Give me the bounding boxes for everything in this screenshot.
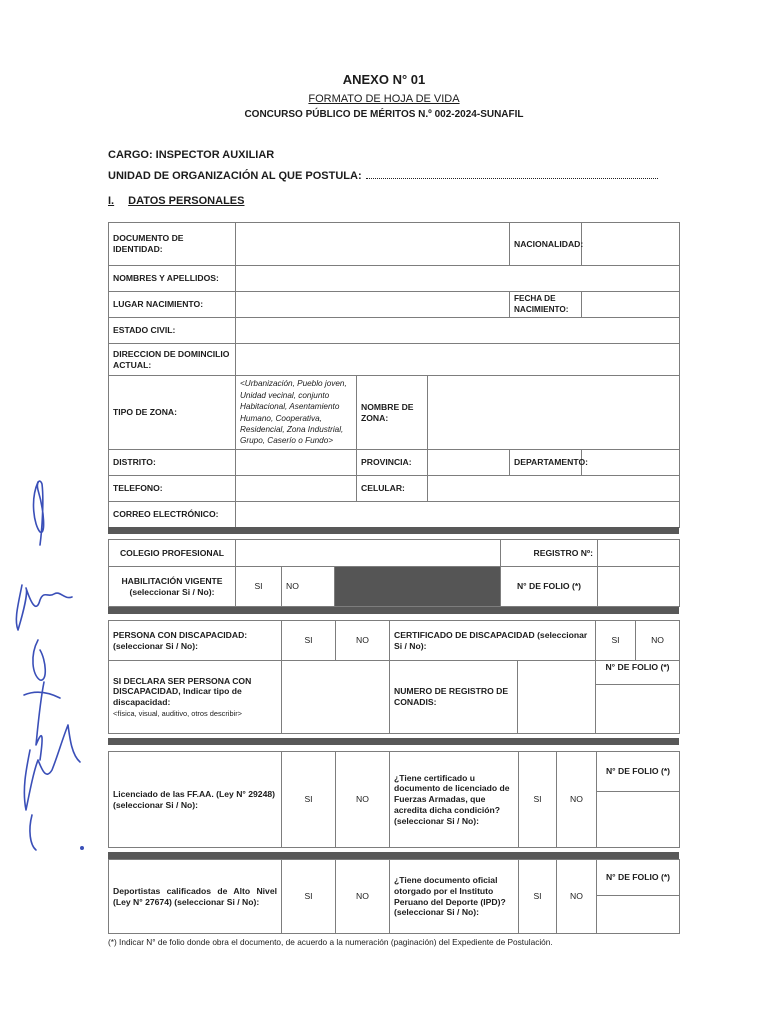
persona-discapacidad-no-option[interactable]: NO xyxy=(336,621,390,661)
telefono-field[interactable] xyxy=(236,476,357,502)
habilitacion-label: HABILITACIÓN VIGENTE (seleccionar Si / No): xyxy=(109,567,236,607)
colegio-label: COLEGIO PROFESIONAL xyxy=(109,540,236,567)
certificado-discapacidad-label: CERTIFICADO DE DISCAPACIDAD (seleccionar Si / No): xyxy=(390,621,596,661)
cargo-label: CARGO: INSPECTOR AUXILIAR xyxy=(108,149,275,161)
persona-discapacidad-si-option[interactable]: SI xyxy=(282,621,336,661)
conadis-field[interactable] xyxy=(518,661,596,734)
unidad-label: UNIDAD DE ORGANIZACIÓN AL QUE POSTULA: xyxy=(108,170,362,182)
discapacidad-folio-label: N° DE FOLIO (*) xyxy=(596,661,680,685)
ffaa-cert-label: ¿Tiene certificado u documento de licenciado de Fuerzas Armadas, que acredita dicha condición? (seleccionar Si / No): xyxy=(390,752,519,848)
section-heading xyxy=(108,195,244,207)
registro-field[interactable] xyxy=(598,540,680,567)
estado-civil-label: ESTADO CIVIL: xyxy=(109,318,236,344)
departamento-field[interactable] xyxy=(582,450,680,476)
celular-label: CELULAR: xyxy=(357,476,428,502)
nombre-zona-field[interactable] xyxy=(428,376,680,450)
tipo-zona-hint[interactable]: <Urbanización, Pueblo joven, Unidad vecinal, conjunto Habitacional, Asentamiento Humano, Cooperativa, Residencial, Zona Industrial, Grupo, Caserío o Fundo> xyxy=(236,376,357,450)
separator-band xyxy=(108,852,679,859)
lugar-nacimiento-label: LUGAR NACIMIENTO: xyxy=(109,292,236,318)
contest-title: CONCURSO PÚBLICO DE MÉRITOS N.º 002-2024-SUNAFIL xyxy=(244,109,524,120)
nacionalidad-label: NACIONALIDAD: xyxy=(510,223,582,266)
deportistas-folio-label: N° DE FOLIO (*) xyxy=(597,860,680,896)
conadis-label: NUMERO DE REGISTRO DE CONADIS: xyxy=(390,661,518,734)
handwritten-signature xyxy=(0,470,105,860)
colegio-folio-label: N° DE FOLIO (*) xyxy=(501,567,598,607)
ffaa-cert-si-option[interactable]: SI xyxy=(519,752,557,848)
distrito-field[interactable] xyxy=(236,450,357,476)
format-title: FORMATO DE HOJA DE VIDA xyxy=(308,93,460,105)
footnote: (*) Indicar N° de folio donde obra el documento, de acuerdo a la numeración (paginación) del Expediente de Postulación. xyxy=(108,937,553,947)
fecha-nacimiento-label: FECHA DE NACIMIENTO: xyxy=(510,292,582,318)
deportistas-label: Deportistas calificados de Alto Nivel (Ley N° 27674) (seleccionar Si / No): xyxy=(109,860,282,934)
ffaa-cert-no-option[interactable]: NO xyxy=(557,752,597,848)
shaded-cell xyxy=(335,567,501,607)
doc-identidad-label: DOCUMENTO DE IDENTIDAD: xyxy=(109,223,236,266)
discapacidad-folio-field[interactable] xyxy=(596,685,680,734)
nacionalidad-field[interactable] xyxy=(582,223,680,266)
deportistas-doc-no-option[interactable]: NO xyxy=(557,860,597,934)
annex-title: ANEXO N° 01 xyxy=(342,72,426,87)
colegio-table xyxy=(108,539,680,607)
provincia-label: PROVINCIA: xyxy=(357,450,428,476)
deportistas-doc-label: ¿Tiene documento oficial otorgado por el Instituto Peruano del Deporte (IPD)? (seleccionar Si / No): xyxy=(390,860,519,934)
habilitacion-si-option[interactable]: SI xyxy=(236,567,282,607)
section-title: DATOS PERSONALES xyxy=(128,195,245,207)
deportistas-si-option[interactable]: SI xyxy=(282,860,336,934)
fecha-nacimiento-field[interactable] xyxy=(582,292,680,318)
persona-discapacidad-label: PERSONA CON DISCAPACIDAD: (seleccionar Si / No): xyxy=(109,621,282,661)
ffaa-folio-label: N° DE FOLIO (*) xyxy=(597,752,680,792)
estado-civil-field[interactable] xyxy=(236,318,680,344)
tipo-zona-label: TIPO DE ZONA: xyxy=(109,376,236,450)
habilitacion-no-option[interactable]: NO xyxy=(282,567,335,607)
correo-label: CORREO ELECTRÓNICO: xyxy=(109,502,236,528)
section-number: I. xyxy=(108,195,115,207)
discapacidad-table xyxy=(108,620,680,734)
certificado-discapacidad-no-option[interactable]: NO xyxy=(636,621,680,661)
celular-field[interactable] xyxy=(428,476,680,502)
ffaa-folio-field[interactable] xyxy=(597,792,680,848)
colegio-field[interactable] xyxy=(236,540,501,567)
provincia-field[interactable] xyxy=(428,450,510,476)
ffaa-si-option[interactable]: SI xyxy=(282,752,336,848)
ffaa-table xyxy=(108,751,680,848)
direccion-label: DIRECCION DE DOMINCILIO ACTUAL: xyxy=(109,344,236,376)
unidad-fill-line[interactable] xyxy=(366,168,658,179)
registro-label: REGISTRO Nº: xyxy=(501,540,598,567)
nombres-field[interactable] xyxy=(236,266,680,292)
doc-identidad-field[interactable] xyxy=(236,223,510,266)
deportistas-folio-field[interactable] xyxy=(597,896,680,934)
ffaa-label: Licenciado de las FF.AA. (Ley N° 29248) (seleccionar Si / No): xyxy=(109,752,282,848)
nombres-label: NOMBRES Y APELLIDOS: xyxy=(109,266,236,292)
separator-band xyxy=(108,527,679,534)
unidad-line xyxy=(108,168,658,182)
departamento-label: DEPARTAMENTO: xyxy=(510,450,582,476)
separator-band xyxy=(108,607,679,614)
certificado-discapacidad-si-option[interactable]: SI xyxy=(596,621,636,661)
distrito-label: DISTRITO: xyxy=(109,450,236,476)
nombre-zona-label: NOMBRE DE ZONA: xyxy=(357,376,428,450)
declara-discapacidad-label: SI DECLARA SER PERSONA CON DISCAPACIDAD, Indicar tipo de discapacidad: xyxy=(113,675,252,707)
separator-band xyxy=(108,738,679,745)
colegio-folio-field[interactable] xyxy=(598,567,680,607)
deportistas-doc-si-option[interactable]: SI xyxy=(519,860,557,934)
tipo-discapacidad-field[interactable] xyxy=(282,661,390,734)
deportistas-no-option[interactable]: NO xyxy=(336,860,390,934)
declara-discapacidad-cell xyxy=(109,661,282,734)
personal-data-table xyxy=(108,222,680,528)
lugar-nacimiento-field[interactable] xyxy=(236,292,510,318)
ffaa-no-option[interactable]: NO xyxy=(336,752,390,848)
deportistas-table xyxy=(108,859,680,934)
direccion-field[interactable] xyxy=(236,344,680,376)
telefono-label: TELEFONO: xyxy=(109,476,236,502)
declara-discapacidad-hint: <física, visual, auditivo, otros describir> xyxy=(113,708,242,718)
correo-field[interactable] xyxy=(236,502,680,528)
